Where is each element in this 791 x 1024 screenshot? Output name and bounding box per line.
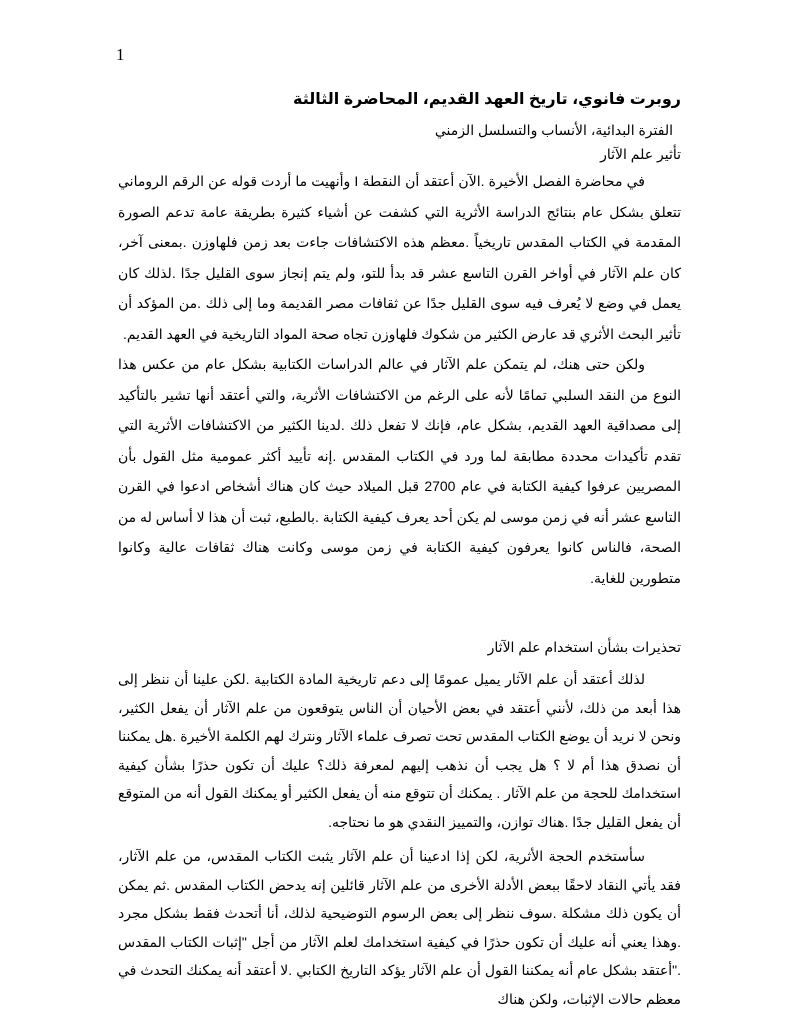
document-title: روبرت فانوي، تاريخ العهد القديم، المحاضرة الثالثة — [293, 91, 681, 108]
paragraph: ولكن حتى هنك، لم يتمكن علم الآثار في عالم الدراسات الكتابية بشكل عام من عكس هذا النوع من النقد السلبي تمامًا لأنه على الرغم من الاكتشافات الأثرية، والتي أعتقد أنها تشير بالتأكيد إلى مصداقية العهد القديم، بشكل عام، فإنك لا تفعل ذلك .لدينا الكثير من الاكتشافات الأثرية التي تقدم تأكيدات محددة مطابقة لما ورد في الكتاب المقدس .إنه تأييد أكثر عمومية مثل القول بأن المصريين عرفوا كيفية الكتابة في عام 2700 قبل الميلاد حيث كان هناك أشخاص ادعوا في القرن التاسع عشر أنه في زمن موسى لم يكن أحد يعرف كيفية الكتابة .بالطبع، ثبت أن هذا لا أساس له من الصحة، فالناس كانوا يعرفون كيفية الكتابة في زمن موسى وكانت هناك ثقافات عالية وكانوا متطورين للغاية. — [118, 356, 681, 586]
paragraph: سأستخدم الحجة الأثرية، لكن إذا ادعينا أن علم الآثار يثبت الكتاب المقدس، من علم الآثار، فقد يأتي النقاد لاحقًا ببعض الأدلة الأخرى من علم الآثار قائلين إنه يدحض الكتاب المقدس .ثم يمكن أن يكون ذلك مشكلة .سوف ننظر إلى بعض الرسوم التوضيحية لذلك، أنا أتحدث فقط بشكل مجرد .وهذا يعني أنه عليك أن تكون حذرًا في كيفية استخدامك لعلم الآثار من أجل "إثبات الكتاب المقدس ."أعتقد بشكل عام أنه يمكننا القول أن علم الآثار يؤكد التاريخ الكتابي .لا أعتقد أنه يمكنك التحدث في معظم حالات الإثبات، ولكن هناك — [118, 848, 681, 1007]
spacer — [118, 593, 681, 629]
section-heading-archaeology-cautions: تحذيرات بشأن استخدام علم الآثار — [487, 639, 681, 655]
section-heading-archaeology-influence: تأثير علم الآثار — [600, 146, 681, 162]
page-number: 1 — [116, 45, 125, 64]
paragraph: لذلك أعتقد أن علم الآثار يميل عمومًا إلى دعم تاريخية المادة الكتابية .لكن علينا أن ننظر إلى هذا أبعد من ذلك، لأنني أعتقد في بعض الأحيان أن الناس يتوقعون من علم الآثار أن يفعل الكثير، ونحن لا نريد أن يوضع الكتاب المقدس تحت تصرف علماء الآثار ونترك لهم الكلمة الأخيرة .هل يمكننا أن نصدق هذا أم لا ؟ هل يجب أن نذهب إليهم لمعرفة ذلك؟ عليك أن تكون حذرًا بشأن كيفية استخدامك للحجة من علم الآثار . يمكنك أن تتوقع منه أن يفعل الكثير أو يمكنك القول أنه من المتوقع أن يفعل القليل جدًا .هناك توازن، والتمييز النقدي هو ما نحتاجه. — [118, 671, 681, 830]
document-subtitle: الفترة البدائية، الأنساب والتسلسل الزمني — [434, 122, 673, 138]
document-body — [118, 88, 681, 1019]
paragraph: في محاضرة الفصل الأخيرة .الآن أعتقد أن النقطة I وأنهيت ما أردت قوله عن الرقم الروماني تتعلق بشكل عام بنتائج الدراسة الأثرية التي كشفت عن أشياء كثيرة بطريقة عامة تدعم الصورة المقدمة في الكتاب المقدس تاريخياً .معظم هذه الاكتشافات جاءت بعد زمن فلهاوزن .بمعنى آخر، كان علم الآثار في أواخر القرن التاسع عشر قد بدأ للتو، ولم يتم إنجاز سوى القليل جدًا .لذلك كان يعمل في وضع لا يُعرف فيه سوى القليل جدًا عن ثقافات مصر القديمة وما إلى ذلك .من المؤكد أن تأثير البحث الأثري قد عارض الكثير من شكوك فلهاوزن تجاه صحة المواد التاريخية في العهد القديم. — [118, 173, 681, 342]
